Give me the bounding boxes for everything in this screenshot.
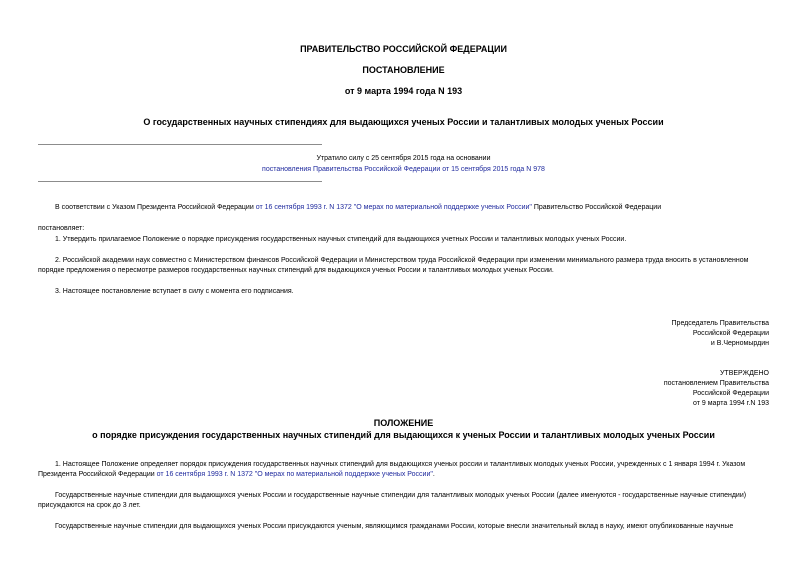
preamble (55, 204, 661, 211)
item-3: 3. Настоящее постановление вступает в силу с момента его подписания. (55, 288, 294, 295)
regulation-p2-line-1: Государственные научные стипендии для выдающихся ученых России и государственные научные стипендии для талантливых молодых ученых России (далее именуются - государственные научные стипендии) (55, 492, 747, 499)
regulation-decree-link[interactable]: от 16 сентября 1993 г. N 1372 "О мерах по материальной поддержке ученых России" (156, 471, 433, 478)
approved-line-4: от 9 марта 1994 г.N 193 (693, 400, 769, 407)
approved-line-2: постановлением Правительства (663, 380, 769, 387)
regulation-p3-line-1: Государственные научные стипендии для выдающихся ученых России присуждаются ученым, являющимся гражданами России, которые внесли значительный вклад в науку, имеют опубликованные научные (55, 523, 734, 530)
bottom-divider (38, 181, 322, 182)
signature-line-2: Российской Федерации (692, 330, 769, 337)
preamble-text-end: Правительство Российской Федерации (531, 204, 662, 211)
document-date-number: от 9 марта 1994 года N 193 (344, 86, 463, 96)
signature-line-3: и В.Черномырдин (710, 340, 769, 347)
decree-link[interactable]: от 16 сентября 1993 г. N 1372 "О мерах по материальной поддержке ученых России" (255, 204, 532, 211)
regulation-p1-line-2 (38, 471, 435, 478)
regulation-p1-line-1: 1. Настоящее Положение определяет порядок присуждения государственных научных стипендий для выдающихся ученых россии и талантливых молодых ученых России, учрежденных с 1 января 1994 г. Указом (55, 461, 746, 468)
document-type: ПОСТАНОВЛЕНИЕ (362, 65, 445, 75)
repeal-notice-link[interactable]: постановления Правительства Российской Федерации от 15 сентября 2015 года N 978 (262, 166, 545, 173)
preamble-text: В соответствии с Указом Президента Российской Федерации (55, 204, 256, 211)
item-2-line-2: порядке предложения о пересмотре размеров государственных научных стипендий для выдающихся ученых России и талантливых молодых ученых России. (38, 267, 554, 274)
item-2-line-1: 2. Российской академии наук совместно с Министерством финансов Российской Федерации и Министерством труда Российской Федерации при изменении минимального размера труда вносить в установленном (55, 257, 749, 264)
postanovlyaet: постановляет: (38, 225, 85, 232)
regulation-p1-text: Президента Российской Федерации (38, 471, 157, 478)
item-1: 1. Утвердить прилагаемое Положение о порядке присуждения государственных научных стипендий для выдающихся учетных России и талантливых молодых ученых России. (55, 236, 627, 243)
approved-line-1: УТВЕРЖДЕНО (719, 370, 769, 377)
regulation-subheading: о порядке присуждения государственных научных стипендий для выдающихся к ученых России и талантливых молодых ученых России (92, 430, 715, 440)
regulation-p1-end: . (432, 471, 435, 478)
top-divider (38, 144, 322, 145)
signature-line-1: Председатель Правительства (671, 320, 769, 327)
issuing-authority: ПРАВИТЕЛЬСТВО РОССИЙСКОЙ ФЕДЕРАЦИИ (300, 44, 507, 54)
approved-line-3: Российской Федерации (692, 390, 769, 397)
document-title: О государственных научных стипендиях для выдающихся ученых России и талантливых молодых ученых России (143, 117, 664, 127)
repeal-notice: Утратило силу с 25 сентября 2015 года на основании (316, 155, 491, 162)
regulation-heading: ПОЛОЖЕНИЕ (373, 418, 434, 428)
regulation-p2-line-2: присуждаются на срок до 3 лет. (38, 502, 141, 509)
